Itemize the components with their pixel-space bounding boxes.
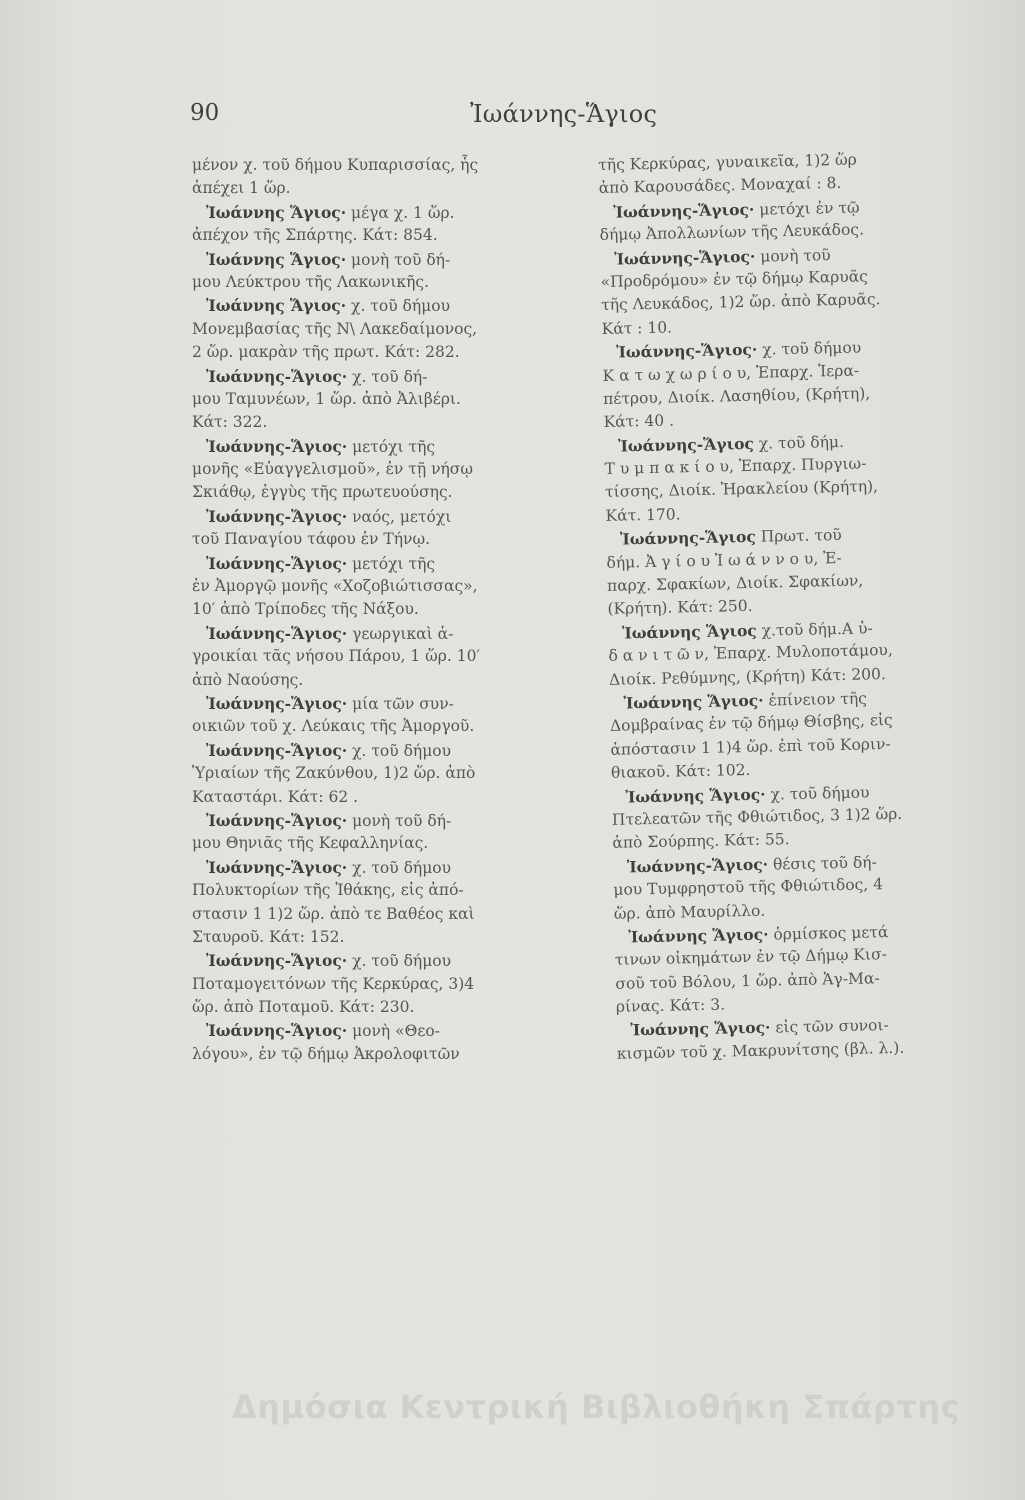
entry-text: οικιῶν τοῦ χ. Λεύκαις τῆς Ἀμοργοῦ. [192, 717, 475, 736]
entry-text: ἀπὸ Ναούσης. [192, 670, 304, 689]
text-line [192, 411, 562, 434]
text-line [192, 224, 562, 247]
text-line [192, 715, 562, 738]
entry-text: μένον χ. τοῦ δήμου Κυπαρισσίας, ἧς [192, 156, 479, 174]
entry-text: Διοίκ. Ρεθύμνης, (Κρήτη) Κάτ: 200. [608, 664, 887, 689]
entry-headword: Ἰωάννης-Ἅγιος· [626, 854, 769, 877]
page-number: 90 [190, 100, 220, 126]
entry-headword: Ἰωάννης-Ἅγιος· [615, 339, 758, 362]
entry-text: Κάτ : 10. [601, 318, 673, 338]
entry-headword: Ἰωάννης Ἅγιος· [623, 690, 764, 713]
entry-text: στασιν 1 1)2 ὥρ. ἀπὸ τε Βαθέος καὶ [192, 904, 475, 923]
entry-headword: Ἰωάννης-Ἅγιος [617, 433, 755, 456]
entry-text: 2 ὥρ. μακρὰν τῆς πρωτ. Κάτ: 282. [192, 343, 460, 362]
entry-text: ὁρμίσκος μετά [768, 922, 889, 944]
entry-headword: Ἰωάννης-Ἅγιος· [206, 1021, 348, 1041]
entry-headword: Ἰωάννης Ἅγιος· [625, 784, 766, 807]
text-line [192, 552, 562, 575]
entry-headword: Ἰωάννης-Ἅγιος [619, 527, 757, 549]
entry-headword: Ἰωάννης-Ἅγιος· [206, 553, 348, 573]
text-line [192, 856, 562, 879]
entry-text: πέτρου, Διοίκ. Λασηθίου, (Κρήτη), [602, 384, 871, 408]
entry-text: χ. τοῦ δήμου [347, 858, 452, 877]
entry-text: Πολυκτορίων τῆς Ἰθάκης, εἰς ἀπό- [192, 881, 464, 900]
text-line [192, 177, 562, 200]
entry-text: χ. τοῦ δήμου [757, 338, 862, 359]
entry-text: Κάτ: 322. [192, 413, 268, 432]
text-line [192, 575, 562, 598]
entry-text: (Κρήτη). Κάτ: 250. [607, 597, 753, 619]
entry-text: μονῆς «Εὐαγγελισμοῦ», ἐν τῇ νήσῳ [192, 460, 473, 479]
library-watermark: Δημόσια Κεντρική Βιβλιοθήκη Σπάρτης [232, 1388, 961, 1426]
entry-headword: Ἰωάννης Ἅγιος· [206, 296, 347, 316]
entry-text: Δομβραίνας ἐν τῷ δήμῳ Θίσβης, εἰς [609, 711, 893, 736]
entry-text: χ. τοῦ δή- [347, 367, 428, 386]
entry-headword: Ἰωάννης-Ἅγιος· [206, 951, 348, 971]
entry-text: Σκιάθῳ, ἐγγὺς τῆς πρωτευούσης. [192, 483, 453, 502]
entry-headword: Ἰωάννης-Ἅγιος· [206, 693, 348, 713]
entry-text: μετόχι τῆς [347, 554, 436, 573]
text-line [192, 318, 562, 341]
entry-text: ἐπίνειον τῆς [763, 689, 868, 710]
entry-text: ἀπὸ Καρουσάδες. Μοναχαί : 8. [598, 174, 842, 198]
entry-text: μου Λεύκτρου τῆς Λακωνικῆς. [192, 272, 429, 291]
entry-text: σοῦ τοῦ Βόλου, 1 ὥρ. ἀπὸ Ἁγ-Μα- [615, 968, 880, 993]
text-line [192, 692, 562, 715]
entry-text: ὥρ. ἀπὸ Μαυρίλλο. [613, 901, 766, 923]
text-line [192, 622, 562, 645]
entry-text: τοῦ Παναγίου τάφου ἐν Τήνῳ. [192, 530, 431, 549]
entry-headword: Ἰωάννης-Ἅγιος· [206, 366, 348, 386]
entry-text: χ. τοῦ δήμ. [753, 432, 845, 453]
entry-headword: Ἰωάννης Ἅγιος· [206, 249, 347, 269]
text-line [192, 669, 562, 692]
entry-text: τῆς Κερκύρας, γυναικεῖα, 1)2 ὥρ [598, 150, 858, 174]
entry-headword: Ἰωάννης-Ἅγιος· [206, 506, 348, 526]
entry-text: μονὴ τοῦ δή- [346, 250, 451, 269]
entry-text: χ. τοῦ δήμου [346, 297, 451, 316]
entry-text: μονὴ τοῦ δή- [347, 811, 452, 830]
entry-headword: Ἰωάννης-Ἅγιος· [613, 246, 756, 269]
entry-text: Καταστάρι. Κάτ: 62 . [192, 787, 359, 806]
entry-text: εἰς τῶν συνοι- [770, 1016, 889, 1038]
entry-text: μου Θηνιᾶς τῆς Κεφαλληνίας. [192, 834, 429, 853]
text-line [192, 949, 562, 972]
entry-text: ἀπὸ Σούρπης. Κάτ: 55. [612, 830, 790, 853]
entry-text: κισμῶν τοῦ χ. Μακρυνίτσης (βλ. λ.). [616, 1038, 905, 1063]
entry-text: μονὴ «Θεο- [347, 1022, 440, 1041]
entry-text: μέγα χ. 1 ὥρ. [346, 203, 455, 222]
entry-text: ὥρ. ἀπὸ Ποταμοῦ. Κάτ: 230. [192, 998, 415, 1017]
text-line [192, 365, 562, 388]
text-line [192, 528, 562, 551]
entry-text: μία τῶν συν- [347, 694, 454, 713]
entry-text: ἀπέχει 1 ὥρ. [192, 179, 291, 198]
text-line [192, 739, 562, 762]
text-line [192, 1043, 562, 1066]
text-line [192, 762, 562, 785]
text-line [192, 388, 562, 411]
entry-headword: Ἰωάννης-Ἅγιος· [206, 436, 348, 456]
entry-text: τινων οἰκημάτων ἐν τῷ Δήμῳ Κισ- [614, 945, 887, 970]
entry-text: λόγου», ἐν τῷ δήμῳ Ἀκρολοφιτῶν [192, 1044, 460, 1063]
text-line [192, 201, 562, 224]
entry-text: χ. τοῦ δήμου [765, 783, 870, 804]
entry-text: μετόχι ἐν τῷ [754, 198, 860, 219]
running-title: Ἰωάννης-Ἅγιος [470, 100, 658, 128]
entry-text: χ.τοῦ δήμ.Α ὑ- [756, 619, 873, 640]
text-line [192, 505, 562, 528]
entry-text: ρίνας. Κάτ: 3. [615, 995, 726, 1016]
entry-text: Τ υ μ π α κ ί ο υ, Ἐπαρχ. Πυργιω- [604, 454, 867, 479]
text-line [192, 248, 562, 271]
entry-headword: Ἰωάννης-Ἅγιος· [206, 740, 348, 760]
entry-headword: Ἰωάννης Ἅγιος· [630, 1018, 771, 1040]
entry-text: θιακοῦ. Κάτ: 102. [610, 761, 751, 783]
entry-text: μου Τυμφρηστοῦ τῆς Φθιώτιδος, 4 [613, 875, 884, 899]
entry-text: Κάτ: 40 . [603, 411, 675, 432]
text-line [192, 598, 562, 621]
text-line [192, 271, 562, 294]
entry-text: γεωργικαὶ ἀ- [347, 624, 454, 643]
entry-text: ἀπόστασιν 1 1)4 ὥρ. ἐπὶ τοῦ Κοριν- [610, 734, 891, 759]
entry-text: θέσις τοῦ δή- [767, 853, 877, 874]
entry-headword: Ἰωάννης-Ἅγιος· [613, 199, 755, 222]
text-line [192, 458, 562, 481]
right-text-column [598, 146, 999, 1066]
entry-text: τίσσης, Διοίκ. Ἡρακλείου (Κρήτη), [604, 477, 879, 502]
entry-headword: Ἰωάννης-Ἅγιος· [206, 857, 348, 877]
text-line [192, 645, 562, 668]
text-line [192, 973, 562, 996]
entry-text: Ποταμογειτόνων τῆς Κερκύρας, 3)4 [192, 974, 475, 993]
entry-text: δ α ν ι τ ῶ ν, Ἐπαρχ. Μυλοποτάμου, [608, 641, 894, 666]
entry-text: ἐν Ἀμοργῷ μονῆς «Χοζοβιώτισσας», [192, 577, 478, 596]
entry-text: Ὑριαίων τῆς Ζακύνθου, 1)2 ὥρ. ἀπὸ [192, 764, 476, 783]
text-line [192, 832, 562, 855]
text-line [192, 996, 562, 1019]
text-line [192, 435, 562, 458]
entry-text: Κάτ. 170. [605, 505, 681, 525]
entry-text: χ. τοῦ δήμου [347, 952, 452, 971]
entry-text: ἀπέχον τῆς Σπάρτης. Κάτ: 854. [192, 226, 438, 245]
entry-text: «Προδρόμου» ἐν τῷ δήμῳ Καρυᾶς [600, 267, 869, 291]
entry-text: μετόχι τῆς [347, 437, 436, 456]
entry-text: Πρωτ. τοῦ [755, 526, 842, 547]
entry-text: χ. τοῦ δήμου [347, 741, 452, 760]
text-line [192, 786, 562, 809]
entry-text: ναός, μετόχι [347, 507, 452, 526]
entry-headword: Ἰωάννης Ἅγιος· [628, 924, 769, 947]
left-text-column [192, 154, 562, 1066]
entry-headword: Ἰωάννης-Ἅγιος· [206, 623, 348, 643]
page-header [190, 100, 970, 140]
entry-text: Σταυροῦ. Κάτ: 152. [192, 927, 345, 946]
entry-text: τῆς Λευκάδος, 1)2 ὥρ. ἀπὸ Καρυᾶς. [600, 290, 881, 315]
entry-text: δήμ. Ἀ γ ί ο υ Ἰ ω ά ν ν ο υ, Ἐ- [606, 548, 842, 572]
text-line [192, 926, 562, 949]
entry-text: Κ α τ ω χ ω ρ ί ο υ, Ἐπαρχ. Ἱερα- [602, 361, 860, 385]
text-line [192, 481, 562, 504]
text-line [192, 154, 562, 177]
entry-headword: Ἰωάννης-Ἅγιος· [206, 810, 348, 830]
text-line [192, 809, 562, 832]
entry-text: δήμῳ Ἀπολλωνίων τῆς Λευκάδος. [599, 220, 865, 245]
text-line [192, 294, 562, 317]
entry-text: Πτελεατῶν τῆς Φθιώτιδος, 3 1)2 ὥρ. [611, 804, 903, 829]
entry-text: Μονεμβασίας τῆς Ν\ Λακεδαίμονος, [192, 319, 478, 338]
entry-text: 10′ ἀπὸ Τρίποδες τῆς Νάξου. [192, 600, 419, 619]
entry-text: μονὴ τοῦ [755, 245, 831, 266]
entry-headword: Ἰωάννης Ἅγιος· [206, 202, 347, 222]
entry-text: μου Ταμυνέων, 1 ὥρ. ἀπὸ Ἀλιβέρι. [192, 389, 461, 408]
text-line [192, 1019, 562, 1042]
text-line [192, 879, 562, 902]
text-line [192, 341, 562, 364]
entry-text: παρχ. Σφακίων, Διοίκ. Σφακίων, [606, 571, 864, 595]
entry-text: γροικίαι τᾶς νήσου Πάρου, 1 ὥρ. 10′ [192, 647, 480, 666]
entry-headword: Ἰωάννης Ἅγιος [621, 620, 757, 643]
text-line [192, 903, 562, 926]
